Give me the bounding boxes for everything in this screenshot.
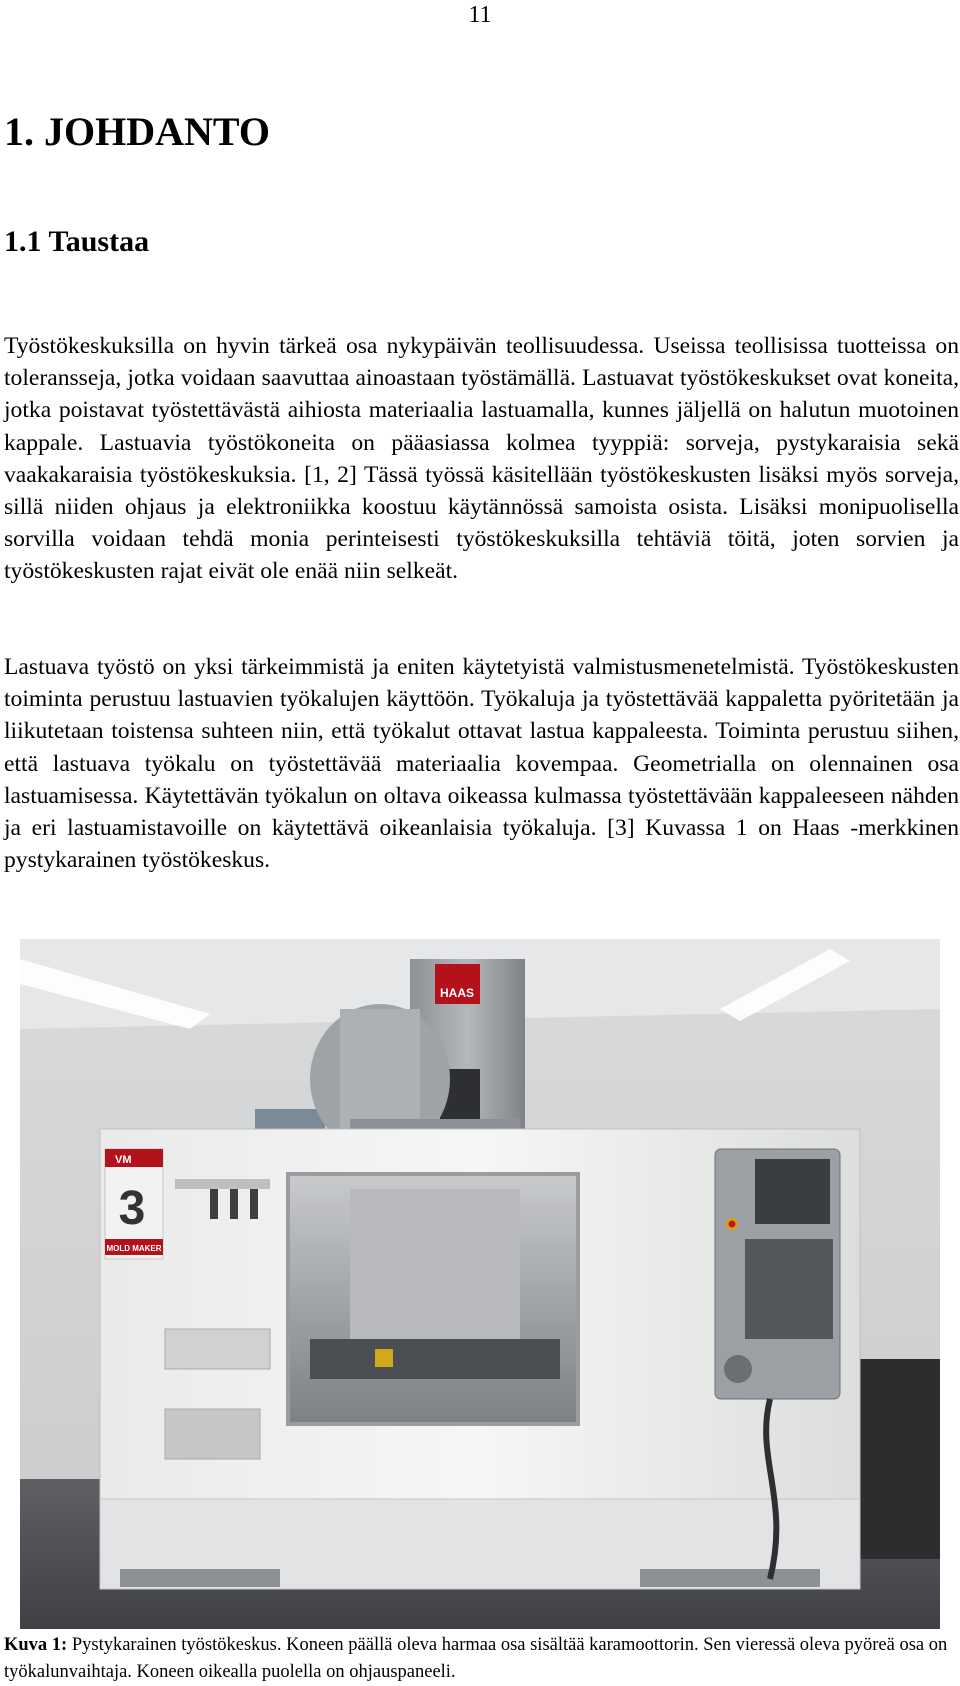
paragraph-1: Työstökeskuksilla on hyvin tärkeä osa nykypäivän teollisuudessa. Useissa teollisissa tuotteissa on toleransseja, jotka voidaan saavuttaa ainoastaan työstämällä. Lastuavat työstökeskukset ovat koneita, jotka poistavat työstettävästä aihiosta materiaalia lastuamalla, kunnes jäljellä on halutun muotoinen kappale. Lastuavia työstökoneita on pääasiassa kolmea tyyppiä: sorveja, pystykaraisia sekä vaakakaraisia työstökeskuksia. [1, 2] Tässä työssä käsitellään työstökeskusten lisäksi myös sorveja, sillä niiden ohjaus ja elektroniikka koostuu käytännössä samoista osista. Lisäksi monipuolisella sorvilla voidaan tehdä monia perinteisesti työstökeskuksilla tehtäviä töitä, joten sorvien ja työstökeskusten rajat eivät ole enää niin selkeät. [4,333,959,585]
model-badge-number: 3 [118,1182,146,1235]
model-badge-model: VM [115,1154,132,1166]
emergency-stop-button [729,1221,736,1228]
paragraph-2: Lastuava työstö on yksi tärkeimmistä ja eniten käytetyistä valmistusmenetelmistä. Työstökeskusten toiminta perustuu lastuavien työkalujen käyttöön. Työkaluja ja työstettävää kappaletta pyöritetään ja liikutetaan toistensa suhteen niin, että työkalut ottavat lastua kappaleesta. Toiminta perustuu siihen, että lastuava työkalu on työstettävää materiaalia kovempaa. Geometrialla on olennainen osa lastuamisessa. Käytettävän työkalun on oltava oikeassa kulmassa työstettävään kappaleeseen nähden ja eri lastuamistavoille on käytettävä oikeanlaisia työkaluja. [3] Kuvassa 1 on Haas -merkkinen pystykarainen työstökeskus. [4,654,959,874]
page-number: 11 [468,2,492,28]
cnc-machine-illustration [20,939,940,1629]
tool-tray-bottom [165,1409,260,1459]
figure-photo [20,939,940,1629]
figure-caption [4,1632,959,1686]
control-panel-keypad [745,1239,833,1339]
chapter-heading: 1. JOHDANTO [4,109,270,154]
tool-holder [210,1189,218,1219]
tool-shelf-middle [165,1329,270,1369]
background-cabinet [860,1359,940,1559]
control-panel-screen [755,1159,830,1224]
machine-table [310,1339,560,1379]
tool-shelf-top [175,1179,270,1189]
base-foot-right [640,1569,820,1587]
tool-holder [230,1189,238,1219]
model-badge-text: MOLD MAKER [106,1244,162,1253]
work-area-back-panel [350,1189,520,1359]
section-heading: 1.1 Taustaa [4,225,150,258]
tool-holder [250,1189,258,1219]
logo-text: HAAS [439,986,475,1000]
workpiece [375,1349,393,1367]
base-foot-left [120,1569,280,1587]
caption-text: Pystykarainen työstökeskus. Koneen päällä oleva harmaa osa sisältää karamoottorin. Sen vieressä oleva pyöreä osa on työkalunvaihtaja. Koneen oikealla puolella on ohjauspaneeli. [4,1635,948,1682]
model-badge-stripe [105,1149,163,1167]
caption-label: Kuva 1: [4,1635,68,1655]
jog-handle [724,1355,752,1383]
